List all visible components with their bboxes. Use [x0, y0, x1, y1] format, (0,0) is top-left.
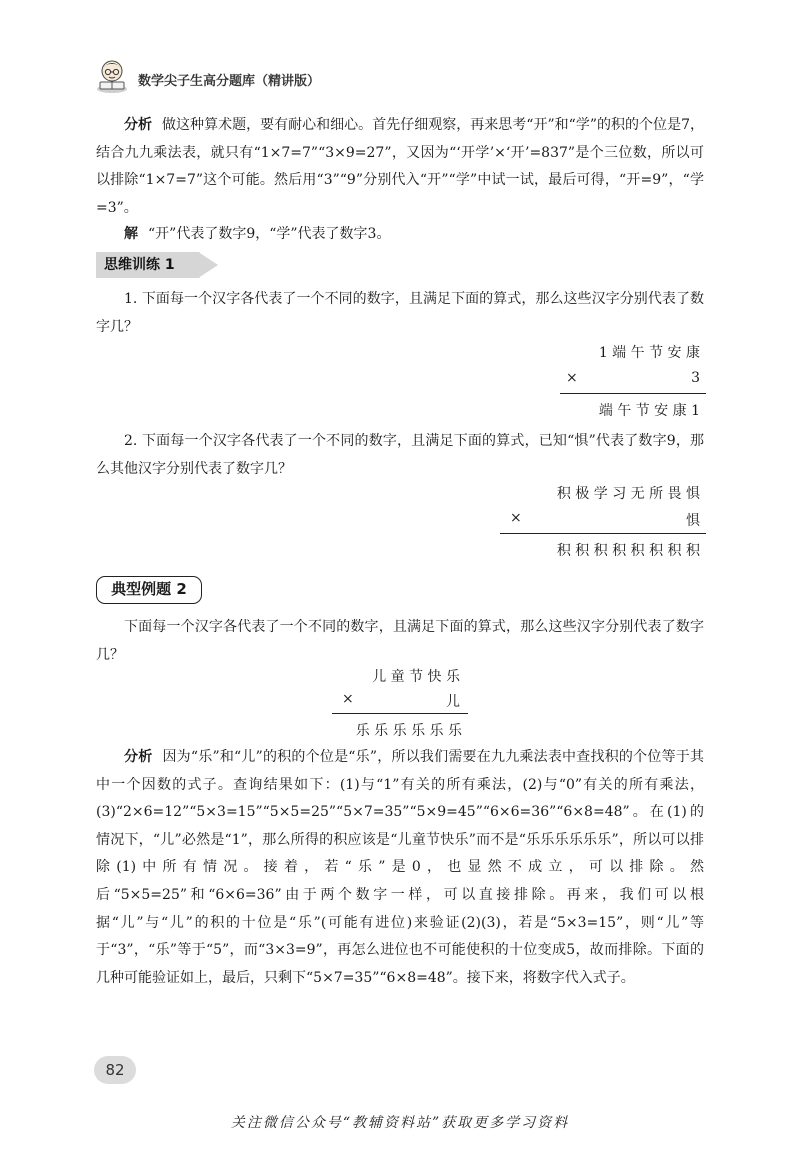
calc-ex2-multiplier: 儿 — [446, 694, 460, 710]
calc-ex2-result: 乐 乐 乐 乐 乐 乐 — [355, 723, 462, 739]
book-title: 数学尖子生高分题库（精讲版） — [138, 73, 321, 89]
footer-note: 关注微信公众号“教辅资料站”获取更多学习资料 — [230, 1115, 570, 1131]
page-header — [92, 52, 320, 96]
question-1-text — [96, 286, 704, 341]
analysis-paragraph-2 — [96, 744, 704, 992]
calc-q2-top: 积 极 学 习 无 所 畏 惧 — [556, 486, 700, 502]
analysis-label: 分析 — [124, 117, 153, 133]
question-1: 1. 下面每一个汉字各代表了一个不同的数字，且满足下面的算式，那么这些汉字分别代表了数字几？ — [96, 291, 704, 335]
page-number: 82 — [94, 1056, 136, 1084]
solution-paragraph — [96, 221, 704, 249]
calculation-q2 — [500, 483, 706, 563]
calc-ex2-rule — [332, 713, 468, 714]
example-2-question: 下面每一个汉字各代表了一个不同的数字，且满足下面的算式，那么这些汉字分别代表了数字几？ — [96, 619, 704, 663]
example-title: 典型例题 2 — [96, 576, 202, 604]
solution-label: 解 — [124, 226, 138, 242]
solution-text: “开”代表了数字9，“学”代表了数字3。 — [148, 226, 391, 242]
calc-ex2-times: × — [342, 691, 354, 707]
calc-q1-rule — [560, 393, 706, 394]
question-2: 2. 下面每一个汉字各代表了一个不同的数字，且满足下面的算式，已知“惧”代表了数字9，那么其他汉字分别代表了数字几？ — [96, 433, 704, 477]
calc-q2-times: × — [510, 510, 522, 526]
question-2-text — [96, 428, 704, 483]
calculation-q1 — [560, 342, 706, 422]
analysis-text: 做这种算术题，要有耐心和细心。首先仔细观察，再来思考“开”和“学”的积的个位是7，结合九九乘法表，就只有“1×7=7”“3×9=27”，又因为“‘开学’×‘开’=837”是个三位数，所以可以排除“1×7=7”这个可能。然后用“3”“9”分别代入“开”“学”中试一试，最后可得，“开=9”，“学=3”。 — [96, 117, 704, 216]
calc-q1-multiplier: 3 — [691, 370, 700, 386]
calc-q2-result: 积 积 积 积 积 积 积 积 — [556, 543, 700, 559]
student-mascot-icon — [92, 54, 132, 94]
calc-q1-times: × — [566, 370, 578, 386]
calc-q2-rule — [500, 533, 706, 534]
example-2-text — [96, 614, 704, 669]
training-title: 思维训练 1 — [104, 257, 175, 273]
calc-q1-result: 端 午 节 安 康 1 — [598, 403, 700, 419]
analysis-paragraph-1 — [96, 112, 704, 222]
calc-q1-top: 1 端 午 节 安 康 — [598, 345, 700, 361]
analysis-2-label: 分析 — [124, 749, 153, 765]
calculation-example-2 — [332, 666, 468, 744]
calc-q2-multiplier: 惧 — [686, 513, 700, 529]
analysis-2-text: 因为“乐”和“儿”的积的个位是“乐”，所以我们需要在九九乘法表中查找积的个位等于其中一个因数的式子。查询结果如下：(1)与“1”有关的所有乘法，(2)与“0”有关的所有乘法，(3)“2×6=12”“5×3=15”“5×5=25”“5×7=35”“5×9=45”“6×6=36”“6×8=48”。在(1)的情况下，“儿”必然是“1”，那么所得的积应该是“儿童节快乐”而不是“乐乐乐乐乐乐”，所以可以排除(1)中所有情况。接着，若“乐”是0，也显然不成立，可以排除。然后“5×5=25”和“6×6=36”由于两个数字一样，可以直接排除。再来，我们可以根据“儿”与“儿”的积的十位是“乐”(可能有进位)来验证(2)(3)，若是“5×3=15”，则“儿”等于“3”，“乐”等于“5”，而“3×3=9”，再怎么进位也不可能使积的十位变成5，故而排除。下面的几种可能验证如上，最后，只剩下“5×7=35”“6×8=48”。接下来，将数字代入式子。 — [96, 749, 704, 986]
calc-ex2-top: 儿 童 节 快 乐 — [372, 669, 460, 685]
